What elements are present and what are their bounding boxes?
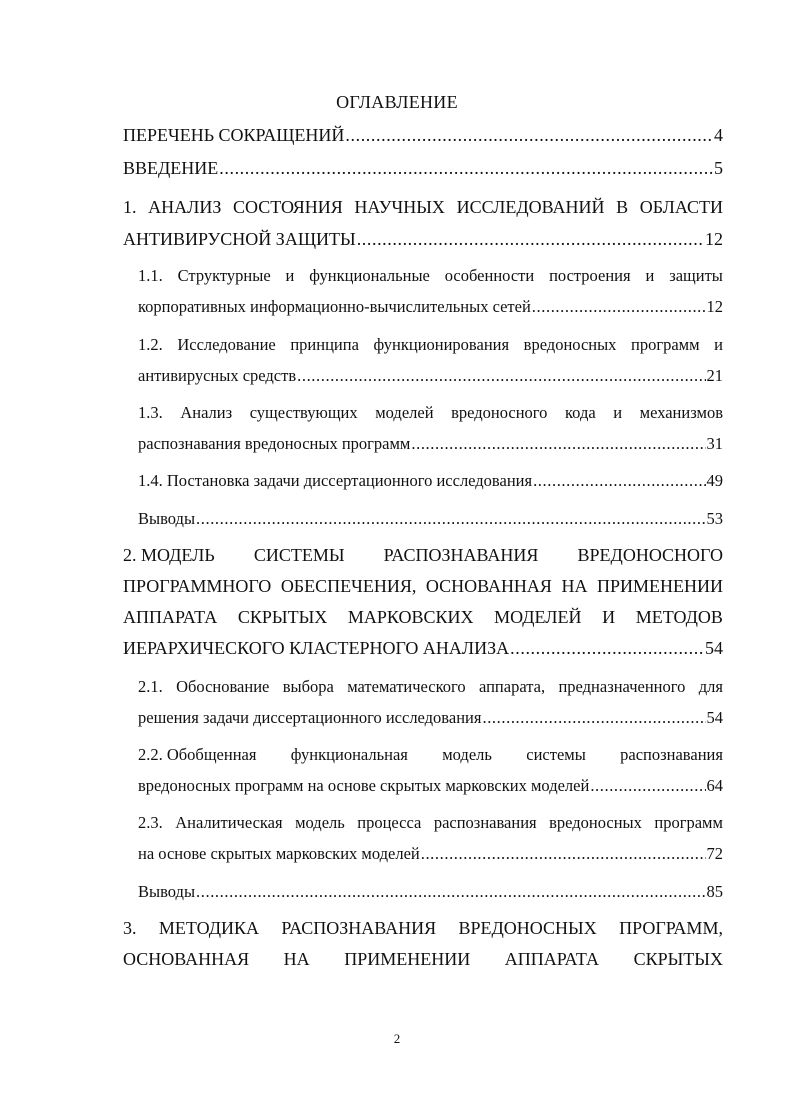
toc-word: распознавания: [433, 813, 537, 832]
toc-word: системы: [526, 745, 586, 764]
toc-entry-page: 12: [706, 297, 723, 316]
toc-entry-line: [123, 606, 723, 628]
toc-word: распознавания: [620, 745, 723, 764]
toc-word: СИСТЕМЫ: [253, 545, 345, 565]
toc-entry[interactable]: [138, 508, 723, 530]
toc-entry-title: 1.4. Постановка задачи диссертационного исследования: [138, 471, 533, 490]
toc-word: выбора: [282, 677, 334, 696]
toc-entry-line: [138, 812, 723, 834]
toc-word: МОДЕЛЕЙ: [494, 607, 582, 627]
toc-entry[interactable]: [138, 881, 723, 903]
toc-entry[interactable]: [123, 157, 723, 179]
toc-word: защиты: [669, 266, 723, 285]
toc-word: вредоносных: [523, 335, 617, 354]
dot-leader: [297, 365, 705, 387]
toc-word: модель: [295, 813, 345, 832]
toc-word: ОСНОВАННАЯ: [123, 949, 250, 969]
dot-leader: [345, 124, 713, 146]
toc-word: Анализ: [180, 403, 233, 422]
toc-entry-page: 85: [706, 882, 723, 901]
toc-word: построения: [549, 266, 631, 285]
toc-word: АППАРАТА: [123, 607, 218, 627]
toc-word: принципа: [290, 335, 359, 354]
dot-leader: [421, 843, 706, 865]
toc-word: В: [616, 197, 629, 217]
dot-leader: [411, 433, 705, 455]
toc-word: особенности: [444, 266, 535, 285]
toc-word: НАУЧНЫХ: [354, 197, 445, 217]
toc-word: и: [613, 403, 623, 422]
toc-entry-line: [138, 676, 723, 698]
toc-word: 1.: [123, 197, 137, 217]
toc-entry-title: корпоративных информационно-вычислительных сетей: [138, 297, 531, 316]
toc-word: и: [714, 335, 723, 354]
toc-entry-line: [138, 402, 723, 424]
toc-word: функциональные: [309, 266, 430, 285]
dot-leader: [219, 157, 713, 179]
toc-word: вредоносного: [451, 403, 548, 422]
toc-word: кода: [564, 403, 596, 422]
toc-entry-line: [123, 544, 723, 566]
toc-entry[interactable]: [138, 433, 723, 455]
toc-word: 2.1.: [138, 677, 163, 696]
toc-word: ВРЕДОНОСНОГО: [577, 545, 723, 565]
toc-word: модель: [442, 745, 492, 764]
toc-entry-page: 64: [706, 776, 723, 795]
toc-entry-title: ИЕРАРХИЧЕСКОГО КЛАСТЕРНОГО АНАЛИЗА: [123, 638, 510, 658]
toc-entry-page: 54: [705, 638, 723, 658]
toc-word: ВРЕДОНОСНЫХ: [458, 918, 597, 938]
toc-word: механизмов: [639, 403, 723, 422]
toc-word: 2.3.: [138, 813, 163, 832]
toc-word: процесса: [357, 813, 422, 832]
toc-word: предназначенного: [558, 677, 686, 696]
toc-word: СКРЫТЫХ: [237, 607, 328, 627]
toc-entry-page: 72: [706, 844, 723, 863]
toc-entry-page: 5: [714, 158, 723, 178]
toc-entry[interactable]: [138, 296, 723, 318]
toc-entry-page: 4: [714, 125, 723, 145]
toc-entry-page: 12: [705, 229, 723, 249]
toc-entry-title: на основе скрытых марковских моделей: [138, 844, 420, 863]
toc-word: РАСПОЗНАВАНИЯ: [281, 918, 437, 938]
toc-entry-title: антивирусных средств: [138, 366, 297, 385]
toc-entry-title: решения задачи диссертационного исследования: [138, 708, 482, 727]
toc-entry-title: ПЕРЕЧЕНЬ СОКРАЩЕНИЙ: [123, 125, 345, 145]
toc-word: ПРИМЕНЕНИИ: [344, 949, 471, 969]
toc-entry-page: 49: [706, 471, 723, 490]
toc-word: Исследование: [177, 335, 276, 354]
toc-word: 1.2.: [138, 335, 163, 354]
toc-word: ПРИМЕНЕНИИ: [596, 576, 723, 596]
page-number: 2: [393, 1031, 401, 1046]
toc-heading: ОГЛАВЛЕНИЕ: [336, 92, 458, 112]
toc-word: СОСТОЯНИЯ: [233, 197, 343, 217]
toc-entry-line: [123, 196, 723, 218]
dot-leader: [510, 637, 704, 659]
toc-entry-title: вредоносных программ на основе скрытых марковских моделей: [138, 776, 590, 795]
toc-word: НА: [283, 949, 310, 969]
dot-leader: [533, 470, 705, 492]
toc-word: для: [698, 677, 723, 696]
toc-entry[interactable]: [123, 637, 723, 659]
toc-entry[interactable]: [138, 470, 723, 492]
toc-word: и: [645, 266, 655, 285]
toc-entry[interactable]: [138, 843, 723, 865]
toc-word: АНАЛИЗ: [148, 197, 222, 217]
toc-word: аппарата,: [478, 677, 546, 696]
toc-word: 2.2. Обобщенная: [138, 745, 257, 764]
dot-leader: [482, 707, 705, 729]
dot-leader: [532, 296, 706, 318]
toc-entry-line: [138, 334, 723, 356]
toc-word: МЕТОДОВ: [635, 607, 723, 627]
toc-entry-line: [123, 575, 723, 597]
toc-word: существующих: [249, 403, 358, 422]
toc-entry[interactable]: [123, 228, 723, 250]
toc-entry[interactable]: [123, 124, 723, 146]
toc-word: математического: [347, 677, 466, 696]
toc-word: моделей: [375, 403, 434, 422]
toc-word: СКРЫТЫХ: [633, 949, 723, 969]
toc-word: ПРОГРАММ,: [619, 918, 723, 938]
toc-word: Структурные: [177, 266, 271, 285]
toc-word: 2. МОДЕЛЬ: [123, 545, 215, 565]
toc-word: программ: [654, 813, 723, 832]
toc-entry-page: 21: [706, 366, 723, 385]
dot-leader: [196, 881, 705, 903]
toc-entry[interactable]: [138, 707, 723, 729]
toc-word: 1.1.: [138, 266, 163, 285]
toc-word: Обоснование: [176, 677, 270, 696]
toc-entry-title: распознавания вредоносных программ: [138, 434, 411, 453]
toc-entry-title: ВВЕДЕНИЕ: [123, 158, 219, 178]
toc-word: НА: [561, 576, 588, 596]
toc-word: АППАРАТА: [504, 949, 600, 969]
toc-word: вредоносных: [549, 813, 642, 832]
toc-entry[interactable]: [138, 775, 723, 797]
toc-word: МАРКОВСКИХ: [347, 607, 474, 627]
toc-word: Аналитическая: [175, 813, 283, 832]
toc-word: ОБЕСПЕЧЕНИЯ,: [280, 576, 417, 596]
toc-entry-line: [138, 265, 723, 287]
dot-leader: [590, 775, 705, 797]
toc-word: функционирования: [373, 335, 510, 354]
toc-entry-line: [123, 948, 723, 970]
toc-entry-line: [138, 744, 723, 766]
toc-entry-line: [123, 917, 723, 939]
toc-word: И: [602, 607, 616, 627]
toc-word: функциональная: [290, 745, 408, 764]
toc-entry-title: Выводы: [138, 509, 196, 528]
toc-word: ОСНОВАННАЯ: [425, 576, 552, 596]
toc-word: ПРОГРАММНОГО: [123, 576, 272, 596]
toc-entry[interactable]: [138, 365, 723, 387]
toc-entry-page: 54: [706, 708, 723, 727]
dot-leader: [196, 508, 705, 530]
toc-entry-title: Выводы: [138, 882, 196, 901]
toc-word: РАСПОЗНАВАНИЯ: [383, 545, 539, 565]
toc-word: МЕТОДИКА: [158, 918, 260, 938]
toc-word: 1.3.: [138, 403, 163, 422]
toc-word: ИССЛЕДОВАНИЙ: [456, 197, 605, 217]
toc-word: ОБЛАСТИ: [639, 197, 723, 217]
toc-word: 3.: [123, 918, 137, 938]
toc-entry-page: 31: [706, 434, 723, 453]
toc-entry-page: 53: [706, 509, 723, 528]
dot-leader: [357, 228, 704, 250]
toc-word: и: [285, 266, 295, 285]
toc-entry-title: АНТИВИРУСНОЙ ЗАЩИТЫ: [123, 229, 356, 249]
toc-word: программ: [631, 335, 700, 354]
